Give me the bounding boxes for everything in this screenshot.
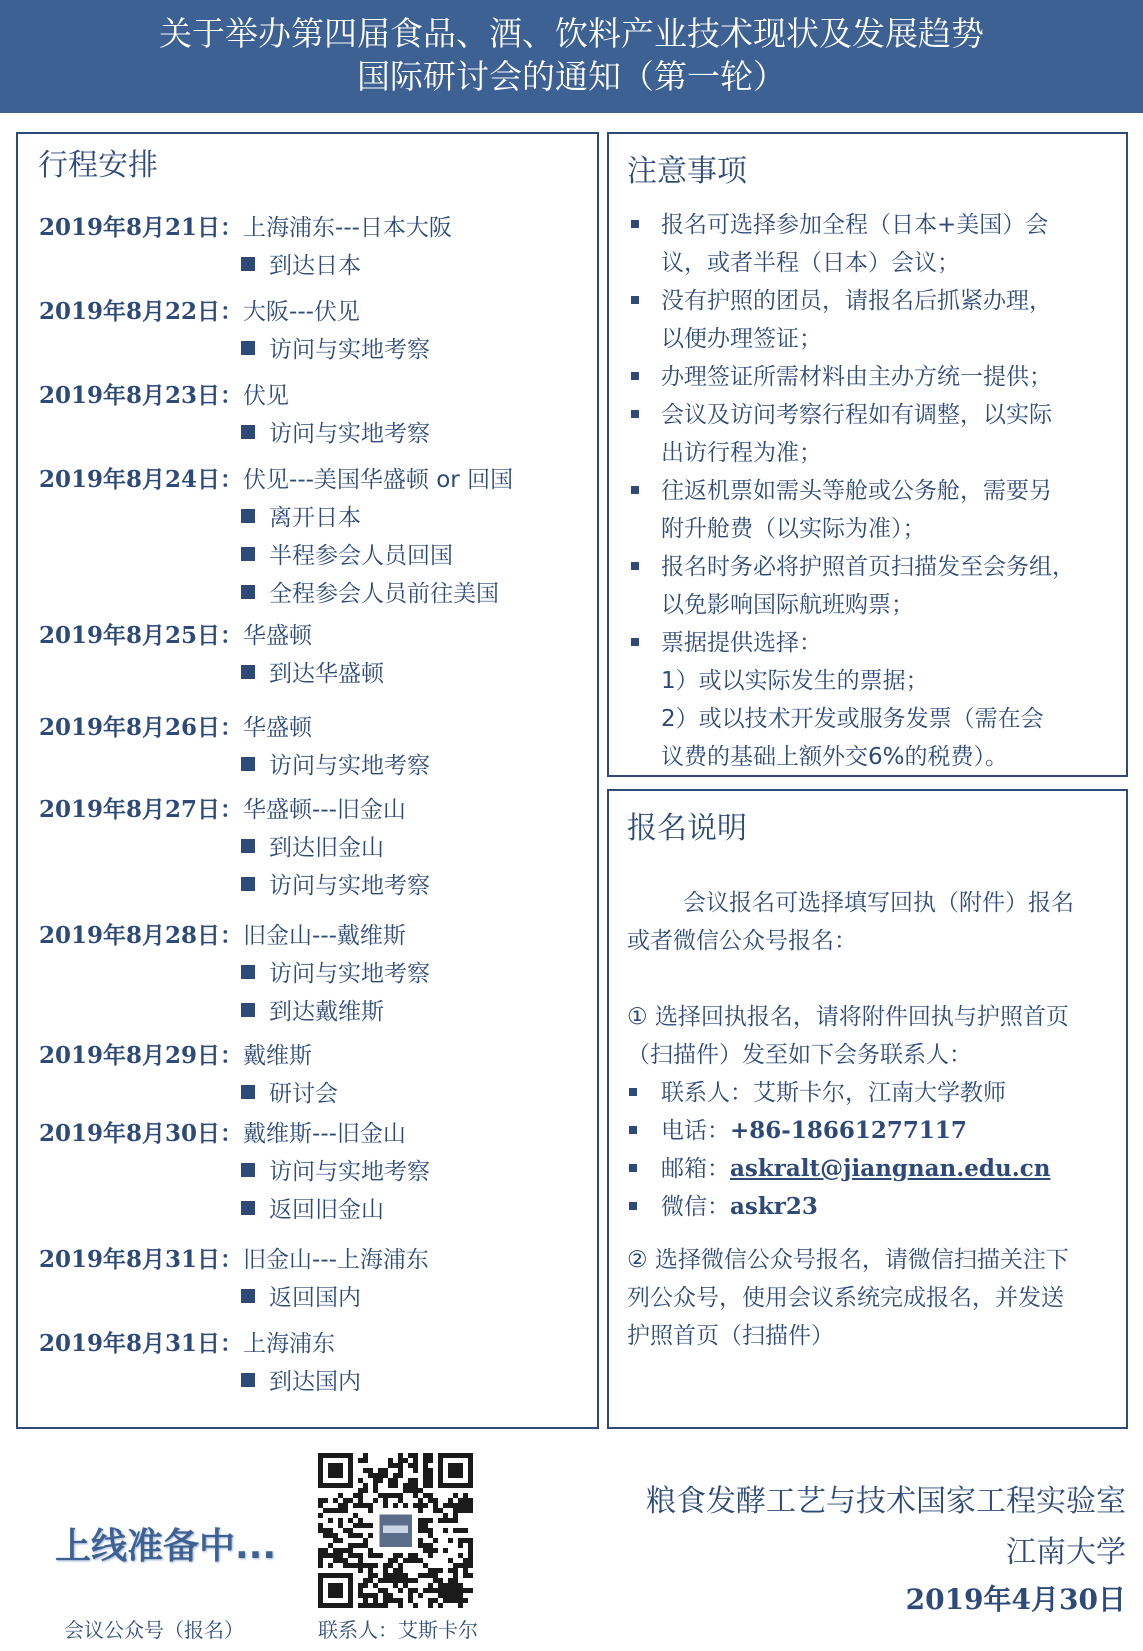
- square-bullet-icon: [631, 562, 639, 570]
- itinerary-date: 2019年8月27日：: [39, 796, 244, 823]
- itinerary-activity: [241, 537, 453, 570]
- itinerary-activity-text: 到达戴维斯: [269, 999, 384, 1025]
- wechat-label: 微信：: [661, 1194, 730, 1220]
- contact-email: [627, 1150, 1069, 1188]
- wechat-caption: 会议公众号（报名）: [64, 1618, 244, 1642]
- note-line: 议，或者半程（日本）会议；: [661, 250, 960, 276]
- contact-label: 联系人：: [661, 1080, 753, 1106]
- square-bullet-icon: [241, 257, 255, 271]
- itinerary-place: 旧金山---戴维斯: [243, 923, 406, 949]
- email-label: 邮箱：: [661, 1156, 730, 1182]
- itinerary-date: 2019年8月30日：: [39, 1120, 244, 1147]
- itinerary-day: [39, 617, 312, 650]
- itinerary-activity: [241, 247, 361, 280]
- note-item: [627, 206, 1087, 282]
- itinerary-activity-text: 访问与实地考察: [269, 1159, 430, 1185]
- square-bullet-icon: [631, 486, 639, 494]
- itinerary-day: [39, 377, 289, 410]
- square-bullet-icon: [631, 220, 639, 228]
- itinerary-activity: [241, 1075, 338, 1108]
- itinerary-day: [39, 1115, 406, 1148]
- itinerary-activity-text: 到达国内: [269, 1369, 361, 1395]
- itinerary-date: 2019年8月26日：: [39, 714, 244, 741]
- square-bullet-icon: [629, 1088, 637, 1096]
- square-bullet-icon: [629, 1126, 637, 1134]
- itinerary-activity-text: 研讨会: [269, 1081, 338, 1107]
- intro-line-2: 或者微信公众号报名：: [627, 928, 857, 954]
- itinerary-place: 上海浦东---日本大阪: [243, 215, 452, 241]
- contact-value: 艾斯卡尔，江南大学教师: [753, 1080, 1006, 1106]
- note-line: 没有护照的团员，请报名后抓紧办理，: [661, 288, 1052, 314]
- square-bullet-icon: [241, 1201, 255, 1215]
- note-line: 以免影响国际航班购票；: [661, 592, 914, 618]
- itinerary-day: [39, 1325, 335, 1358]
- square-bullet-icon: [631, 372, 639, 380]
- itinerary-day: [39, 293, 360, 326]
- square-bullet-icon: [241, 839, 255, 853]
- organization-name: 粮食发酵工艺与技术国家工程实验室: [646, 1484, 1126, 1519]
- note-line: 出访行程为准；: [661, 440, 822, 466]
- itinerary-activity: [241, 1363, 361, 1396]
- square-bullet-icon: [241, 509, 255, 523]
- note-sub-item: 议费的基础上额外交6%的税费）。: [661, 744, 1008, 770]
- registration-box: [607, 789, 1128, 1429]
- note-item: [627, 396, 1087, 472]
- itinerary-activity: [241, 829, 384, 862]
- notes-box: [607, 132, 1128, 777]
- itinerary-date: 2019年8月31日：: [39, 1246, 244, 1273]
- note-line: 以便办理签证；: [661, 326, 822, 352]
- square-bullet-icon: [241, 965, 255, 979]
- registration-title: 报名说明: [627, 811, 747, 846]
- note-sub-item: 1）或以实际发生的票据；: [661, 668, 929, 694]
- itinerary-box: [16, 132, 599, 1429]
- intro-line-1: 会议报名可选择填写回执（附件）报名: [683, 890, 1074, 916]
- itinerary-activity: [241, 655, 384, 688]
- notes-list: [627, 206, 1087, 776]
- itinerary-activity-text: 到达日本: [269, 253, 361, 279]
- square-bullet-icon: [241, 1373, 255, 1387]
- itinerary-date: 2019年8月31日：: [39, 1330, 244, 1357]
- itinerary-activity-text: 返回旧金山: [269, 1197, 384, 1223]
- itinerary-activity: [241, 415, 430, 448]
- option-2-line-1: ② 选择微信公众号报名，请微信扫描关注下: [627, 1247, 1069, 1273]
- itinerary-activity-text: 半程参会人员回国: [269, 543, 453, 569]
- itinerary-day: [39, 709, 312, 742]
- itinerary-activity: [241, 955, 430, 988]
- square-bullet-icon: [241, 877, 255, 891]
- note-line: 往返机票如需头等舱或公务舱，需要另: [661, 478, 1052, 504]
- itinerary-activity-text: 访问与实地考察: [269, 421, 430, 447]
- note-line: 票据提供选择：: [661, 630, 822, 656]
- square-bullet-icon: [241, 1085, 255, 1099]
- itinerary-date: 2019年8月21日：: [39, 214, 244, 241]
- itinerary-place: 上海浦东: [243, 1331, 336, 1357]
- itinerary-activity: [241, 1279, 361, 1312]
- itinerary-date: 2019年8月24日：: [39, 466, 244, 493]
- square-bullet-icon: [241, 757, 255, 771]
- phone-label: 电话：: [661, 1118, 730, 1144]
- option-1-line-2: （扫描件）发至如下会务联系人：: [627, 1042, 972, 1068]
- square-bullet-icon: [241, 425, 255, 439]
- itinerary-activity: [241, 575, 499, 608]
- itinerary-activity: [241, 1191, 384, 1224]
- note-line: 附升舱费（以实际为准）；: [661, 516, 926, 542]
- square-bullet-icon: [241, 547, 255, 561]
- square-bullet-icon: [631, 638, 639, 646]
- note-sub-item: 2）或以技术开发或服务发票（需在会: [661, 706, 1044, 732]
- square-bullet-icon: [241, 665, 255, 679]
- note-item: [627, 548, 1087, 624]
- square-bullet-icon: [629, 1202, 637, 1210]
- itinerary-place: 伏见: [243, 383, 290, 409]
- itinerary-activity-text: 到达旧金山: [269, 835, 384, 861]
- notice-date: 2019年4月30日: [905, 1583, 1126, 1616]
- online-status: 上线准备中...: [55, 1526, 277, 1567]
- note-item: [627, 624, 1087, 662]
- itinerary-date: 2019年8月25日：: [39, 622, 244, 649]
- itinerary-activity-text: 返回国内: [269, 1285, 361, 1311]
- email-link[interactable]: askralt@jiangnan.edu.cn: [730, 1155, 1051, 1182]
- itinerary-place: 戴维斯: [243, 1043, 313, 1069]
- registration-intro: [627, 884, 1074, 960]
- itinerary-activity: [241, 867, 430, 900]
- itinerary-day: [39, 917, 406, 950]
- square-bullet-icon: [631, 410, 639, 418]
- itinerary-activity-text: 访问与实地考察: [269, 337, 430, 363]
- itinerary-place: 华盛顿: [243, 623, 313, 649]
- itinerary-day: [39, 1241, 429, 1274]
- phone-value: +86-18661277117: [730, 1117, 967, 1144]
- itinerary-day: [39, 791, 406, 824]
- university-name: 江南大学: [1006, 1535, 1126, 1570]
- square-bullet-icon: [631, 296, 639, 304]
- itinerary-date: 2019年8月23日：: [39, 382, 244, 409]
- qr-caption: 联系人：艾斯卡尔: [318, 1618, 478, 1642]
- itinerary-day: [39, 209, 452, 242]
- itinerary-activity-text: 全程参会人员前往美国: [269, 581, 499, 607]
- square-bullet-icon: [241, 585, 255, 599]
- itinerary-activity: [241, 331, 430, 364]
- note-item: [627, 472, 1087, 548]
- itinerary-day: [39, 1037, 312, 1070]
- registration-option-2: [627, 1241, 1069, 1355]
- square-bullet-icon: [241, 1003, 255, 1017]
- itinerary-place: 华盛顿: [243, 715, 313, 741]
- note-line: 会议及访问考察行程如有调整，以实际: [661, 402, 1052, 428]
- note-line: 报名可选择参加全程（日本+美国）会: [661, 212, 1049, 238]
- itinerary-title: 行程安排: [38, 148, 158, 183]
- contact-wechat: [627, 1188, 1069, 1226]
- itinerary-place: 大阪---伏见: [243, 299, 360, 325]
- itinerary-activity: [241, 1153, 430, 1186]
- square-bullet-icon: [241, 341, 255, 355]
- square-bullet-icon: [241, 1289, 255, 1303]
- itinerary-date: 2019年8月29日：: [39, 1042, 244, 1069]
- page-header: [0, 0, 1143, 113]
- option-2-line-2: 列公众号，使用会议系统完成报名，并发送: [627, 1285, 1064, 1311]
- itinerary-activity-text: 离开日本: [269, 505, 361, 531]
- contact-phone: [627, 1112, 1069, 1150]
- title-line-1: 关于举办第四届食品、酒、饮料产业技术现状及发展趋势: [159, 14, 984, 53]
- itinerary-date: 2019年8月28日：: [39, 922, 244, 949]
- itinerary-day: [39, 461, 513, 494]
- qr-code-icon: [318, 1453, 473, 1608]
- note-item: [627, 282, 1087, 358]
- itinerary-place: 伏见---美国华盛顿 or 回国: [243, 467, 514, 493]
- note-line: 办理签证所需材料由主办方统一提供；: [661, 364, 1052, 390]
- square-bullet-icon: [629, 1164, 637, 1172]
- title-line-2: 国际研讨会的通知（第一轮）: [357, 57, 786, 96]
- itinerary-activity: [241, 747, 430, 780]
- note-line: 报名时务必将护照首页扫描发至会务组，: [661, 554, 1075, 580]
- square-bullet-icon: [241, 1163, 255, 1177]
- notes-title: 注意事项: [627, 154, 747, 189]
- wechat-value: askr23: [730, 1193, 818, 1220]
- registration-option-1: [627, 998, 1069, 1226]
- itinerary-activity-text: 访问与实地考察: [269, 753, 430, 779]
- itinerary-activity-text: 访问与实地考察: [269, 961, 430, 987]
- option-1-line-1: ① 选择回执报名，请将附件回执与护照首页: [627, 1004, 1069, 1030]
- option-2-line-3: 护照首页（扫描件）: [627, 1323, 834, 1349]
- contact-person: [627, 1074, 1069, 1112]
- itinerary-activity-text: 到达华盛顿: [269, 661, 384, 687]
- itinerary-activity: [241, 499, 361, 532]
- itinerary-place: 旧金山---上海浦东: [243, 1247, 429, 1273]
- itinerary-activity-text: 访问与实地考察: [269, 873, 430, 899]
- itinerary-date: 2019年8月22日：: [39, 298, 244, 325]
- itinerary-activity: [241, 993, 384, 1026]
- itinerary-place: 华盛顿---旧金山: [243, 797, 406, 823]
- note-item: [627, 358, 1087, 396]
- itinerary-place: 戴维斯---旧金山: [243, 1121, 406, 1147]
